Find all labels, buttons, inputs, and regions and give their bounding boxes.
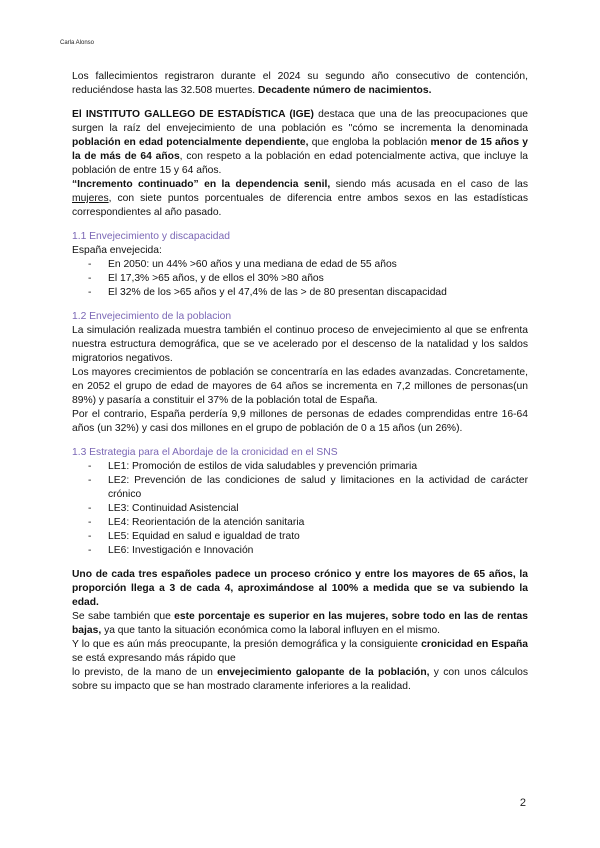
section-3-list	[72, 460, 528, 558]
closing-p4-text-2: y con unos cálculos sobre su impacto que se han mostrado claramente inferiores a la realidad.	[72, 667, 528, 692]
closing-paragraph-2	[72, 610, 528, 638]
closing-p3-text-2: se está expresando más rápido que	[72, 653, 236, 664]
closing-p4-text-1: lo previsto, de la mano de un	[72, 667, 218, 678]
intro-bold: Decadente número de nacimientos.	[258, 85, 432, 96]
closing-p2-text-2: ya que tanto la situación económica como la laboral influyen en el mismo.	[101, 625, 441, 636]
list-item: - En 2050: un 44% >60 años y una mediana de edad de 55 años	[72, 258, 528, 272]
closing-p2-bold: este porcentaje es superior en las mujeres, sobre todo en las de rentas bajas,	[72, 611, 528, 636]
section-3-title: 1.3 Estrategia para el Abordaje de la cronicidad en el SNS	[72, 447, 338, 458]
page-header-author: Carla Alonso	[60, 40, 95, 46]
document-body	[72, 70, 528, 694]
list-item: - LE2: Prevención de las condiciones de salud y limitaciones en la actividad de carácter crónico	[72, 474, 528, 502]
section-2-title: 1.2 Envejecimiento de la poblacion	[72, 311, 232, 322]
list-item: - LE3: Continuidad Asistencial	[72, 502, 528, 516]
ige-text-3: , con respeto a la población en edad potencialmente activa, que incluye la población de entre 15 y 64 años.	[72, 151, 528, 176]
ige-text-1: destaca que una de las preocupaciones que surgen la raíz del envejecimiento de una población es "cómo se incrementa la denominada	[72, 109, 528, 134]
increment-paragraph	[72, 178, 528, 220]
list-item: - LE4: Reorientación de la atención sanitaria	[72, 516, 528, 530]
page-number: 2	[519, 797, 526, 809]
list-item: - El 17,3% >65 años, y de ellos el 30% >80 años	[72, 272, 528, 286]
ige-bold-3: menor de 15 años y la de más de 64 años	[72, 137, 528, 162]
intro-text: Los fallecimientos registraron durante el 2024 su segundo año consecutivo de contención, reduciéndose hasta las 32.508 muertes.	[72, 71, 528, 96]
closing-p3-text-1: Y lo que es aún más preocupante, la presión demográfica y la consiguiente	[72, 639, 422, 650]
increment-bold: “Incremento continuado” en la dependencia senil,	[72, 179, 331, 190]
ige-bold-1: El INSTITUTO GALLEGO DE ESTADÍSTICA (IGE)	[72, 109, 314, 120]
section-2-paragraph-1: La simulación realizada muestra también el continuo proceso de envejecimiento al que se enfrenta nuestra estructura demográfica, que se ve acelerado por el descenso de la natalidad y los saldos migratorios negativos.	[72, 325, 528, 364]
section-1-list	[72, 258, 528, 300]
closing-p3-bold: cronicidad en España	[421, 639, 529, 650]
closing-bold-paragraph	[72, 568, 528, 610]
list-item: - LE6: Investigación e Innovación	[72, 544, 528, 558]
intro-paragraph	[72, 70, 528, 98]
increment-text-1: siendo más acusada en el caso de las	[330, 179, 528, 190]
closing-bold-text: Uno de cada tres españoles padece un proceso crónico y entre los mayores de 65 años, la proporción llega a 3 de cada 4, aproximándose al 100% a medida que se va subiendo la edad.	[72, 569, 528, 608]
section-2-paragraph-3: Por el contrario, España perdería 9,9 millones de personas de edades comprendidas entre 16-64 años (un 32%) y casi dos millones en el grupo de población de 0 a 15 años (un 26%).	[72, 409, 528, 434]
section-1-title: 1.1 Envejecimiento y discapacidad	[72, 231, 230, 242]
section-2-paragraph-2: Los mayores crecimientos de población se concentraría en las edades avanzadas. Concretamente, en 2052 el grupo de edad de mayores de 64 años se incrementa en 7,2 millones de personas(un 89%) y pasaría a constituir el 37% de la población total de España.	[72, 367, 528, 406]
section-1-subtitle: España envejecida:	[72, 245, 162, 256]
list-item: - LE1: Promoción de estilos de vida saludables y prevención primaria	[72, 460, 528, 474]
list-item: - LE5: Equidad en salud e igualdad de trato	[72, 530, 528, 544]
ige-paragraph	[72, 108, 528, 178]
increment-underline: mujeres	[72, 193, 109, 204]
increment-text-2: , con siete puntos porcentuales de diferencia entre ambos sexos en las estadísticas correspondientes al año pasado.	[72, 193, 528, 218]
ige-text-2: que engloba la población	[308, 137, 431, 148]
ige-bold-2: población en edad potencialmente dependiente,	[72, 137, 309, 148]
closing-p4-bold: envejecimiento galopante de la población,	[217, 667, 430, 678]
closing-paragraph-4	[72, 666, 528, 694]
list-item: - El 32% de los >65 años y el 47,4% de las > de 80 presentan discapacidad	[72, 286, 528, 300]
closing-paragraph-3	[72, 638, 528, 666]
closing-p2-text-1: Se sabe también que	[72, 611, 175, 622]
